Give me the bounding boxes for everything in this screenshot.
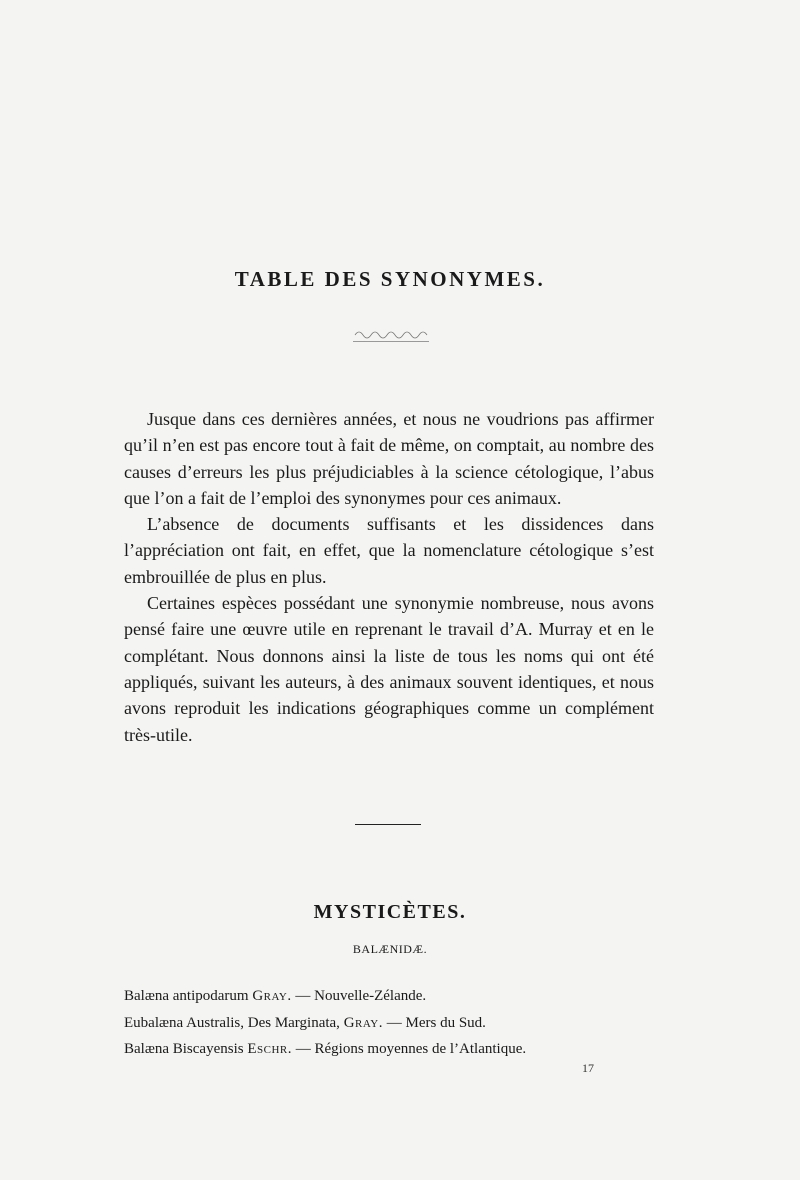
species-name: Balæna antipodarum <box>124 988 249 1004</box>
species-author: Eschr. <box>247 1041 292 1057</box>
species-name: Eubalæna Australis, Des Marginata, <box>124 1014 340 1031</box>
species-name: Balæna Biscayensis <box>124 1041 244 1057</box>
title-ornament <box>353 327 429 342</box>
page-number: 17 <box>582 1061 594 1075</box>
paragraph: L’absence de documents suffisants et les dissidences dans l’appréciation ont fait, en effet, que la nomenclature cétologique s’est embrouillée de plus en plus. <box>124 514 654 587</box>
paragraph: Jusque dans ces dernières années, et nous ne voudrions pas affirmer qu’il n’en est pas encore tout à fait de même, on comptait, au nombre des causes d’erreurs les plus préjudiciables à la science cétologique, l’abus que l’on a fait de l’emploi des synonymes pour ces animaux. <box>124 409 654 508</box>
synonym-entry <box>124 1010 664 1037</box>
paragraph: Certaines espèces possédant une synonymie nombreuse, nous avons pensé faire une œuvre utile en reprenant le travail d’A. Murray et en le complétant. Nous donnons ainsi la liste de tous les noms qui ont été appliqués, suivant les auteurs, à des animaux souvent identiques, et nous avons reproduit les indications géographiques comme un complément très-utile. <box>124 593 654 745</box>
species-locality: — Régions moyennes de l’Atlantique. <box>295 1041 527 1057</box>
synonym-entry <box>124 983 664 1010</box>
ornament-flourish <box>353 327 429 339</box>
species-locality: — Mers du Sud. <box>386 1014 486 1031</box>
synonym-list <box>124 983 664 1063</box>
species-locality: — Nouvelle-Zélande. <box>295 988 427 1004</box>
family-heading: BALÆNIDÆ. <box>352 942 428 956</box>
species-author: Gray. <box>343 1014 383 1031</box>
section-title: MYSTICÈTES. <box>313 900 467 923</box>
page-title: TABLE DES SYNONYMES. <box>234 267 546 292</box>
species-author: Gray. <box>252 988 292 1004</box>
synonym-entry <box>124 1036 664 1063</box>
introduction-text <box>124 406 654 748</box>
section-divider <box>355 824 421 825</box>
